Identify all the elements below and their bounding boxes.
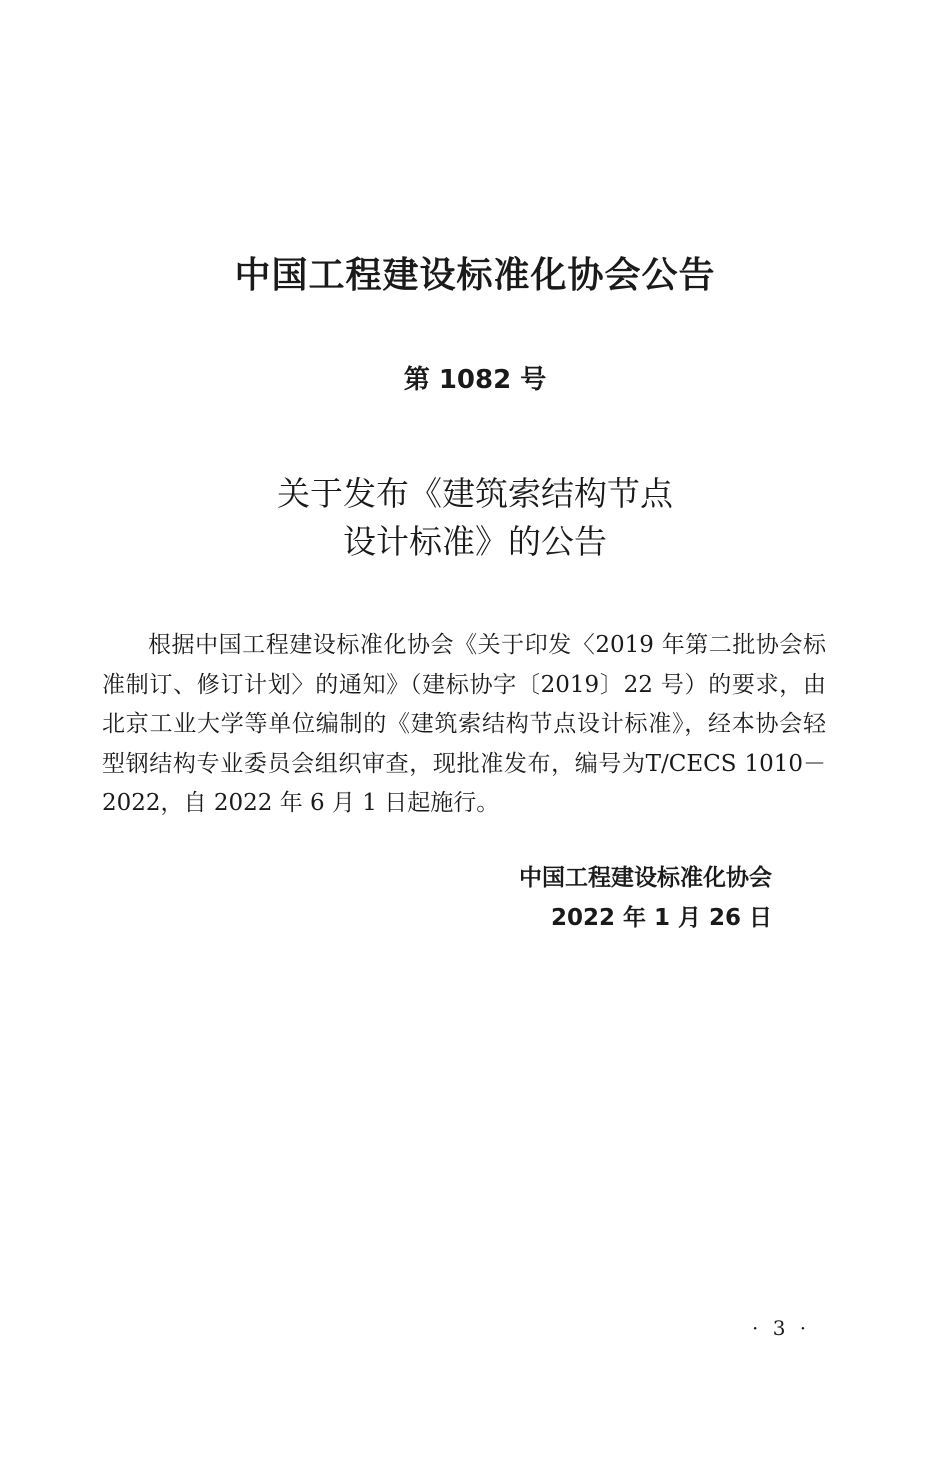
announcement-body	[102, 626, 826, 824]
issuer-name: 中国工程建设标准化协会	[519, 865, 772, 891]
issue-date: 2022 年 1 月 26 日	[550, 905, 772, 931]
signature-block	[519, 858, 772, 938]
notice-number: 第 1082 号	[403, 365, 547, 395]
subject-line-1: 关于发布《建筑索结构节点	[277, 474, 673, 513]
page-number: · 3 ·	[752, 1316, 811, 1340]
subject-line-2: 设计标准》的公告	[343, 522, 607, 561]
body-paragraph: 根据中国工程建设标准化协会《关于印发〈2019 年第二批协会标准制订、修订计划〉的通知》（建标协字〔2019〕22 号）的要求，由北京工业大学等单位编制的《建筑索结构节点设计标准》，经本协会轻型钢结构专业委员会组织审查，现批准发布，编号为T/CECS 1010－2022，自 2022 年 6 月 1 日起施行。	[102, 632, 826, 816]
organization-title: 中国工程建设标准化协会公告	[234, 255, 716, 296]
announcement-subject	[0, 470, 950, 566]
